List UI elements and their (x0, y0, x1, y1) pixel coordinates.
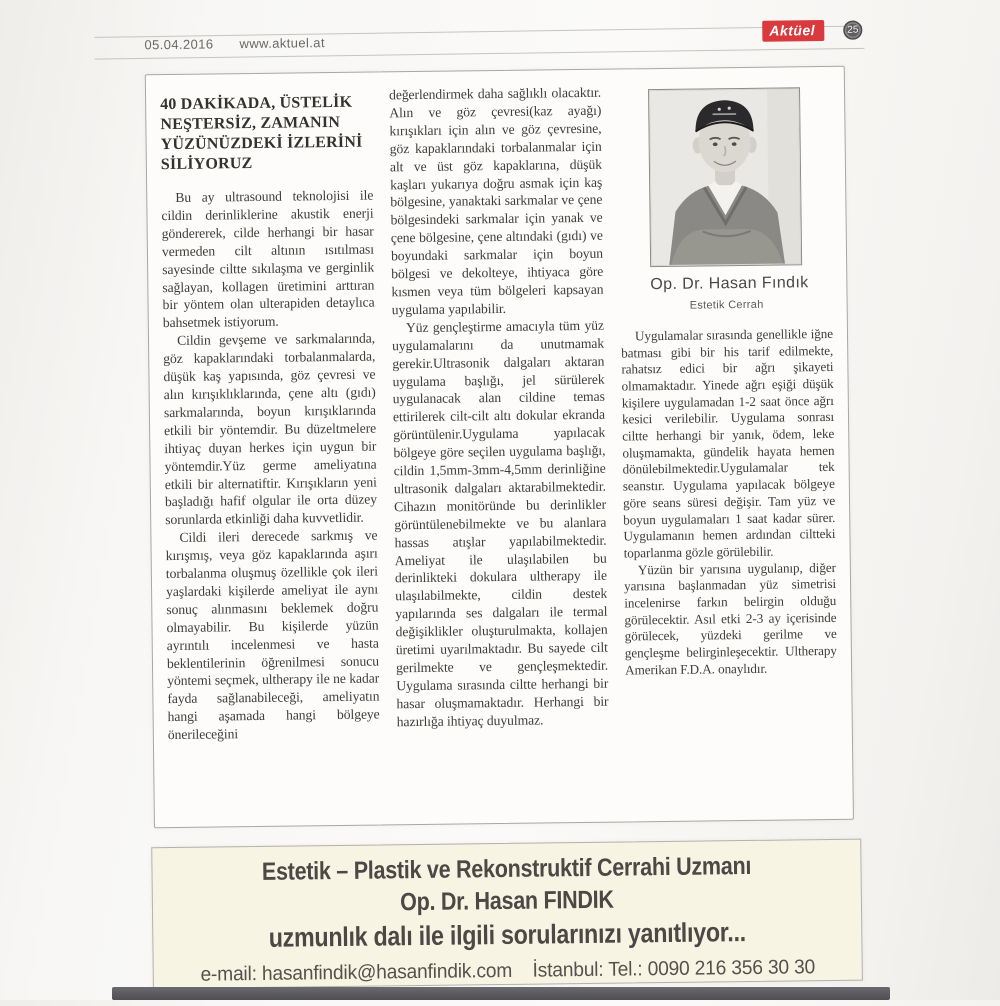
article-headline: 40 DAKİKADA, ÜSTELİK NEŞTERSİZ, ZAMANIN YÜZÜNÜZDEKİ İZLERİNİ SİLİYORUZ (160, 93, 363, 174)
doctor-photo-block (648, 87, 809, 316)
article-paragraph: Uygulamalar sırasında genellikle iğne batması gibi bir his tarif edilmekte, rahatsız edici bir ağrı şikayeti olmamaktadır. Yinede ağrı eşiği düşük kişilere uygulamadan 1-2 saat önce ağrı kesici verilebilir. Uygulama sonrası ciltte herhangi bir yanık, ödem, leke oluşmamakta, gündelik hayata hemen dönülebilmektedir.Uygulamalar tek seanstır. Uygulama yapılacak bölgeye göre seans süresi değişir. Tam yüz ve boyun uygulamaları 1 saat kadar sürer. Uygulamanın hemen ardından ciltteki toparlanma gözle görülebilir. (621, 325, 836, 561)
scan-bottom-edge (112, 987, 890, 1000)
article-paragraph: Cildi ileri derecede sarkmış ve kırışmış, veya göz kapaklarında aşırı torbalanma oluşmuş özellikle çok ileri yaşlardaki kişilerde ameliyat ile aynı sonuç alınmasını beklemek doğru olmayabilir. Bu kişilerde yüzün ayrıntılı incelenmesi ve hasta beklentilerinin öğrenilmesi sonucu yöntemi seçmek, ultherapy ile ne kadar fayda sağlanabileceği, ameliyatın hangi aşamada hangi bölgeye önerileceğini (165, 527, 380, 743)
contact-phone: Tel.: 0090 216 356 30 30 (608, 956, 816, 981)
photo-subcaption: Estetik Cerrah (689, 298, 764, 312)
banner-title-line: Estetik – Plastik ve Rekonstruktif Cerrahi Uzmanı (261, 851, 752, 886)
banner-contact (168, 956, 848, 987)
header-meta (144, 35, 325, 52)
article-paragraph: değerlendirmek daha sağlıklı olacaktır. Alın ve göz çevresi(kaz ayağı) kırışıkları için alın ve göz çevresine, göz kapaklarındaki torbalanmalar için alt ve üst göz kapaklarına, düşük kaşları yukarıya doğru asmak için kaş bölgesine, yanaktaki sarkmalar ve çene bölgesindeki sarkmalar için yanak ve çene bölgesine, çene altındaki (gıdı) ve boyundaki sarkmalar için boyun bölgesi ve dekolteye, ihtiyaca göre kısmen veya tüm bölgeleri kapsayan uygulama yapılabilir. (388, 84, 604, 318)
article-paragraph: Yüzün bir yarısına uygulanıp, diğer yarısına başlanmadan yüz simetrisi incelenirse farkın belirgin olduğu görülecektir. Asıl etki 2-3 ay içerisinde görülecek, yüzdeki gerilme ve gençleşme belirginleşecektir. Ultherapy Amerikan F.D.A. onaylıdır. (623, 559, 837, 678)
article-paragraph: Yüz gençleştirme amacıyla tüm yüz uygulamalarını da unutmamak gerekir.Ultrasonik dalgaları aktaran uygulama başlığı, jel sürülerek uygulanacak alan cildine temas ettirilerek cilt-cilt altı dokular ekranda görüntülenir.Uygulama yapılacak bölgeye göre seçilen uygulama başlığı, cildin 1,5mm-3mm-4,5mm derinliğine ultrasonik dalgaları aktarabilmektedir. Cihazın monitöründe bu derinlikler görüntülenebilmekte ve bu alanlara hassas atışlar yapılabilmektedir. Ameliyat ile ulaşılabilen bu derinlikteki dokulara ultherapy ile ulaşılabilmekte, cildin destek yapılarında ses dalgaları ile termal değişiklikler oluşturulmakta, kollajen üretimi uyarılmaktadır. Bu sayede cilt gerilmekte ve gençleşmektedir. Uygulama sırasında ciltte herhangi bir hasar oluşmamaktadır. Herhangi bir hazırlığa ihtiyaç duyulmaz. (392, 317, 609, 729)
article-box (145, 66, 854, 828)
photo-caption: Op. Dr. Hasan Fındık (650, 274, 809, 294)
article-column-3 (618, 81, 839, 808)
banner-doctor-name: Op. Dr. Hasan FINDIK (400, 885, 614, 917)
page-number-badge: 25 (843, 21, 862, 40)
header-date: 05.04.2016 (144, 36, 214, 53)
article-paragraph: Bu ay ultrasound teknolojisi ile cildin derinliklerine akustik enerji göndererek, cilde herhangi bir hasar vermeden cilt altının ısıtılması sayesinde ciltte sıkılaşma ve gerginlik sağlayan, kollagen üretimini arttıran bir yöntem olan ulterapiden detaylıca bahsetmek istiyorum. (161, 187, 375, 331)
magazine-logo: Aktüel (762, 20, 824, 42)
email-address: hasanfindik@hasanfindik.com (261, 959, 513, 985)
email-label: e-mail: (200, 963, 257, 986)
doctor-photo (649, 88, 801, 266)
banner-box (151, 839, 863, 990)
doctor-photo-frame (648, 87, 802, 267)
article-paragraph: Cildin gevşeme ve sarkmalarında, göz kapaklarındaki torbalanmalarda, düşük kaş yapısında, göz çevresi ve alın kırışıklıklarında, çene altı (gıdı) sarkmalarında, boyun kırışıklarında etkili bir yöntemdir. Bu düzeltmelere ihtiyaç duyan herkes için uygun bir yöntemdir.Yüz germe ameliyatına etkili bir alternatiftir. Kırışıkların yeni başladığı hafif olgular ile orta düzey sorunlarda etkinliği daha kuvvetlidir. (163, 330, 378, 528)
banner-subtitle-line: uzmunlık dalı ile ilgili sorularınızı yanıtlıyor... (268, 917, 747, 953)
article-column-2 (389, 84, 610, 811)
article-columns (160, 81, 839, 813)
contact-city: İstanbul: (532, 958, 604, 982)
header-website: www.aktuel.at (239, 35, 325, 52)
article-column-1 (160, 87, 381, 814)
